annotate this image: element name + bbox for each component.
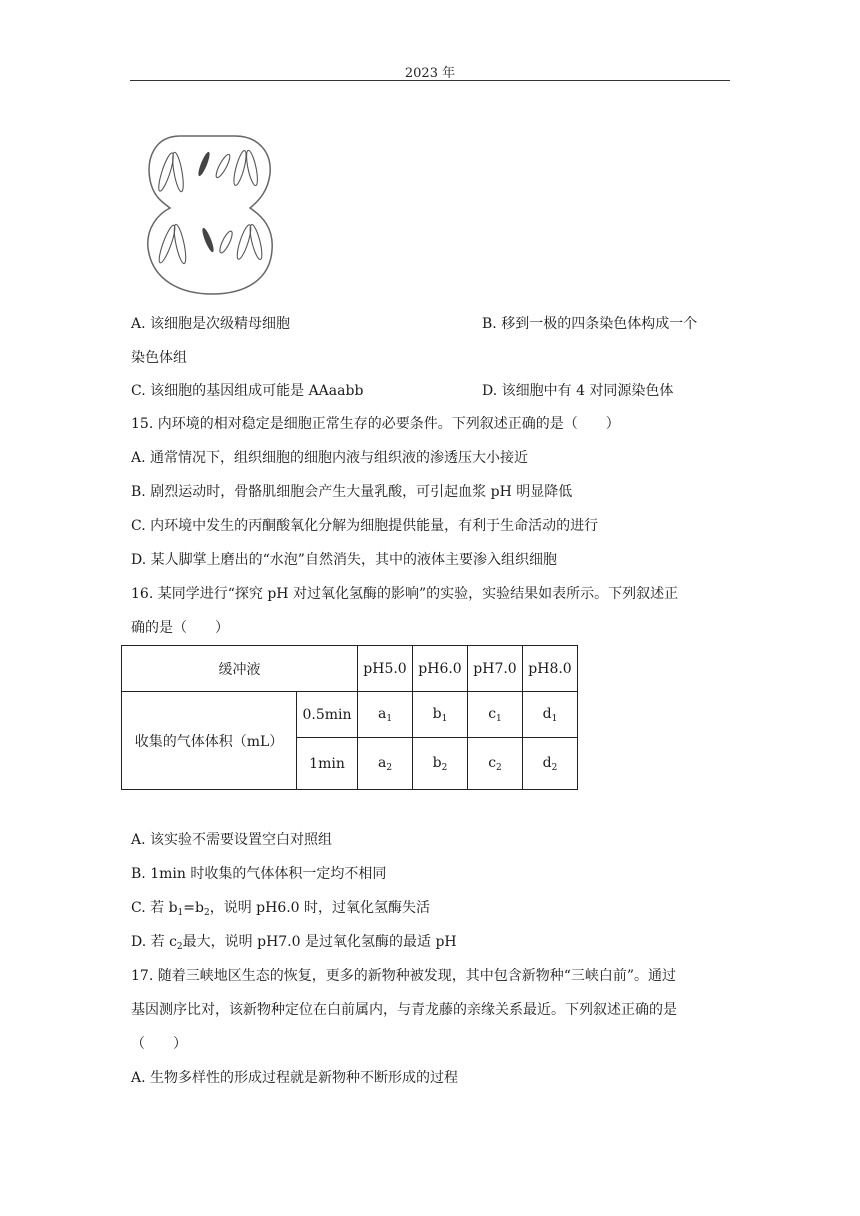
ph-header: pH6.0 bbox=[413, 646, 468, 692]
q17-option-a: A. 生物多样性的形成过程就是新物种不断形成的过程 bbox=[131, 1070, 459, 1086]
time-label: 0.5min bbox=[297, 692, 358, 738]
gas-volume-label: 收集的气体体积（mL） bbox=[122, 692, 297, 790]
time-label: 1min bbox=[297, 738, 358, 790]
q17-stem-line2: 基因测序比对，该新物种定位在白前属内，与青龙藤的亲缘关系最近。下列叙述正确的是 bbox=[131, 1002, 677, 1018]
q16-stem-line1: 16. 某同学进行“探究 pH 对过氧化氢酶的影响”的实验，实验结果如表所示。下列叙述正 bbox=[131, 586, 679, 602]
table-cell: $c_1$ bbox=[468, 692, 523, 738]
q15-option-a: A. 通常情况下，组织细胞的细胞内液与组织液的渗透压大小接近 bbox=[131, 450, 529, 466]
header-rule bbox=[130, 80, 730, 81]
q16-option-d: D. 若 $c_2$最大，说明 pH7.0 是过氧化氢酶的最适 pH bbox=[131, 934, 457, 952]
ph-header: pH5.0 bbox=[358, 646, 413, 692]
ph-header: pH8.0 bbox=[523, 646, 578, 692]
table-cell: $c_2$ bbox=[468, 738, 523, 790]
table-cell: $a_1$ bbox=[358, 692, 413, 738]
buffer-header: 缓冲液 bbox=[122, 646, 358, 692]
q16-stem-line2: 确的是（ ） bbox=[131, 620, 229, 636]
q14-option-d: D. 该细胞中有 4 对同源染色体 bbox=[482, 383, 674, 399]
q14-option-b-continued: 染色体组 bbox=[131, 350, 187, 366]
ph-result-table bbox=[121, 645, 578, 790]
q15-option-d: D. 某人脚掌上磨出的“水泡”自然消失，其中的液体主要渗入组织细胞 bbox=[131, 552, 557, 568]
q17-stem-line1: 17. 随着三峡地区生态的恢复，更多的新物种被发现，其中包含新物种“三峡白前”。通过 bbox=[131, 968, 677, 984]
q15-stem: 15. 内环境的相对稳定是细胞正常生存的必要条件。下列叙述正确的是（ ） bbox=[131, 416, 620, 432]
q16-option-b: B. 1min 时收集的气体体积一定均不相同 bbox=[131, 866, 387, 882]
q15-option-b: B. 剧烈运动时，骨骼肌细胞会产生大量乳酸，可引起血浆 pH 明显降低 bbox=[131, 484, 573, 500]
ph-header: pH7.0 bbox=[468, 646, 523, 692]
q17-stem-line3: （ ） bbox=[131, 1036, 187, 1052]
table-cell: $b_1$ bbox=[413, 692, 468, 738]
q14-option-c: C. 该细胞的基因组成可能是 AAaabb bbox=[131, 383, 364, 399]
q16-option-c: C. 若 $b_1=b_2$，说明 pH6.0 时，过氧化氢酶失活 bbox=[131, 900, 431, 918]
table-cell: $d_1$ bbox=[523, 692, 578, 738]
q14-option-b: B. 移到一极的四条染色体构成一个 bbox=[482, 316, 698, 332]
cell-division-figure bbox=[140, 128, 280, 300]
table-cell: $b_2$ bbox=[413, 738, 468, 790]
table-cell: $a_2$ bbox=[358, 738, 413, 790]
table-cell: $d_2$ bbox=[523, 738, 578, 790]
q14-option-a: A. 该细胞是次级精母细胞 bbox=[131, 316, 291, 332]
page-header: 2023 年 bbox=[404, 66, 456, 81]
q15-option-c: C. 内环境中发生的丙酮酸氧化分解为细胞提供能量，有利于生命活动的进行 bbox=[131, 518, 599, 534]
q16-option-a: A. 该实验不需要设置空白对照组 bbox=[131, 832, 333, 848]
